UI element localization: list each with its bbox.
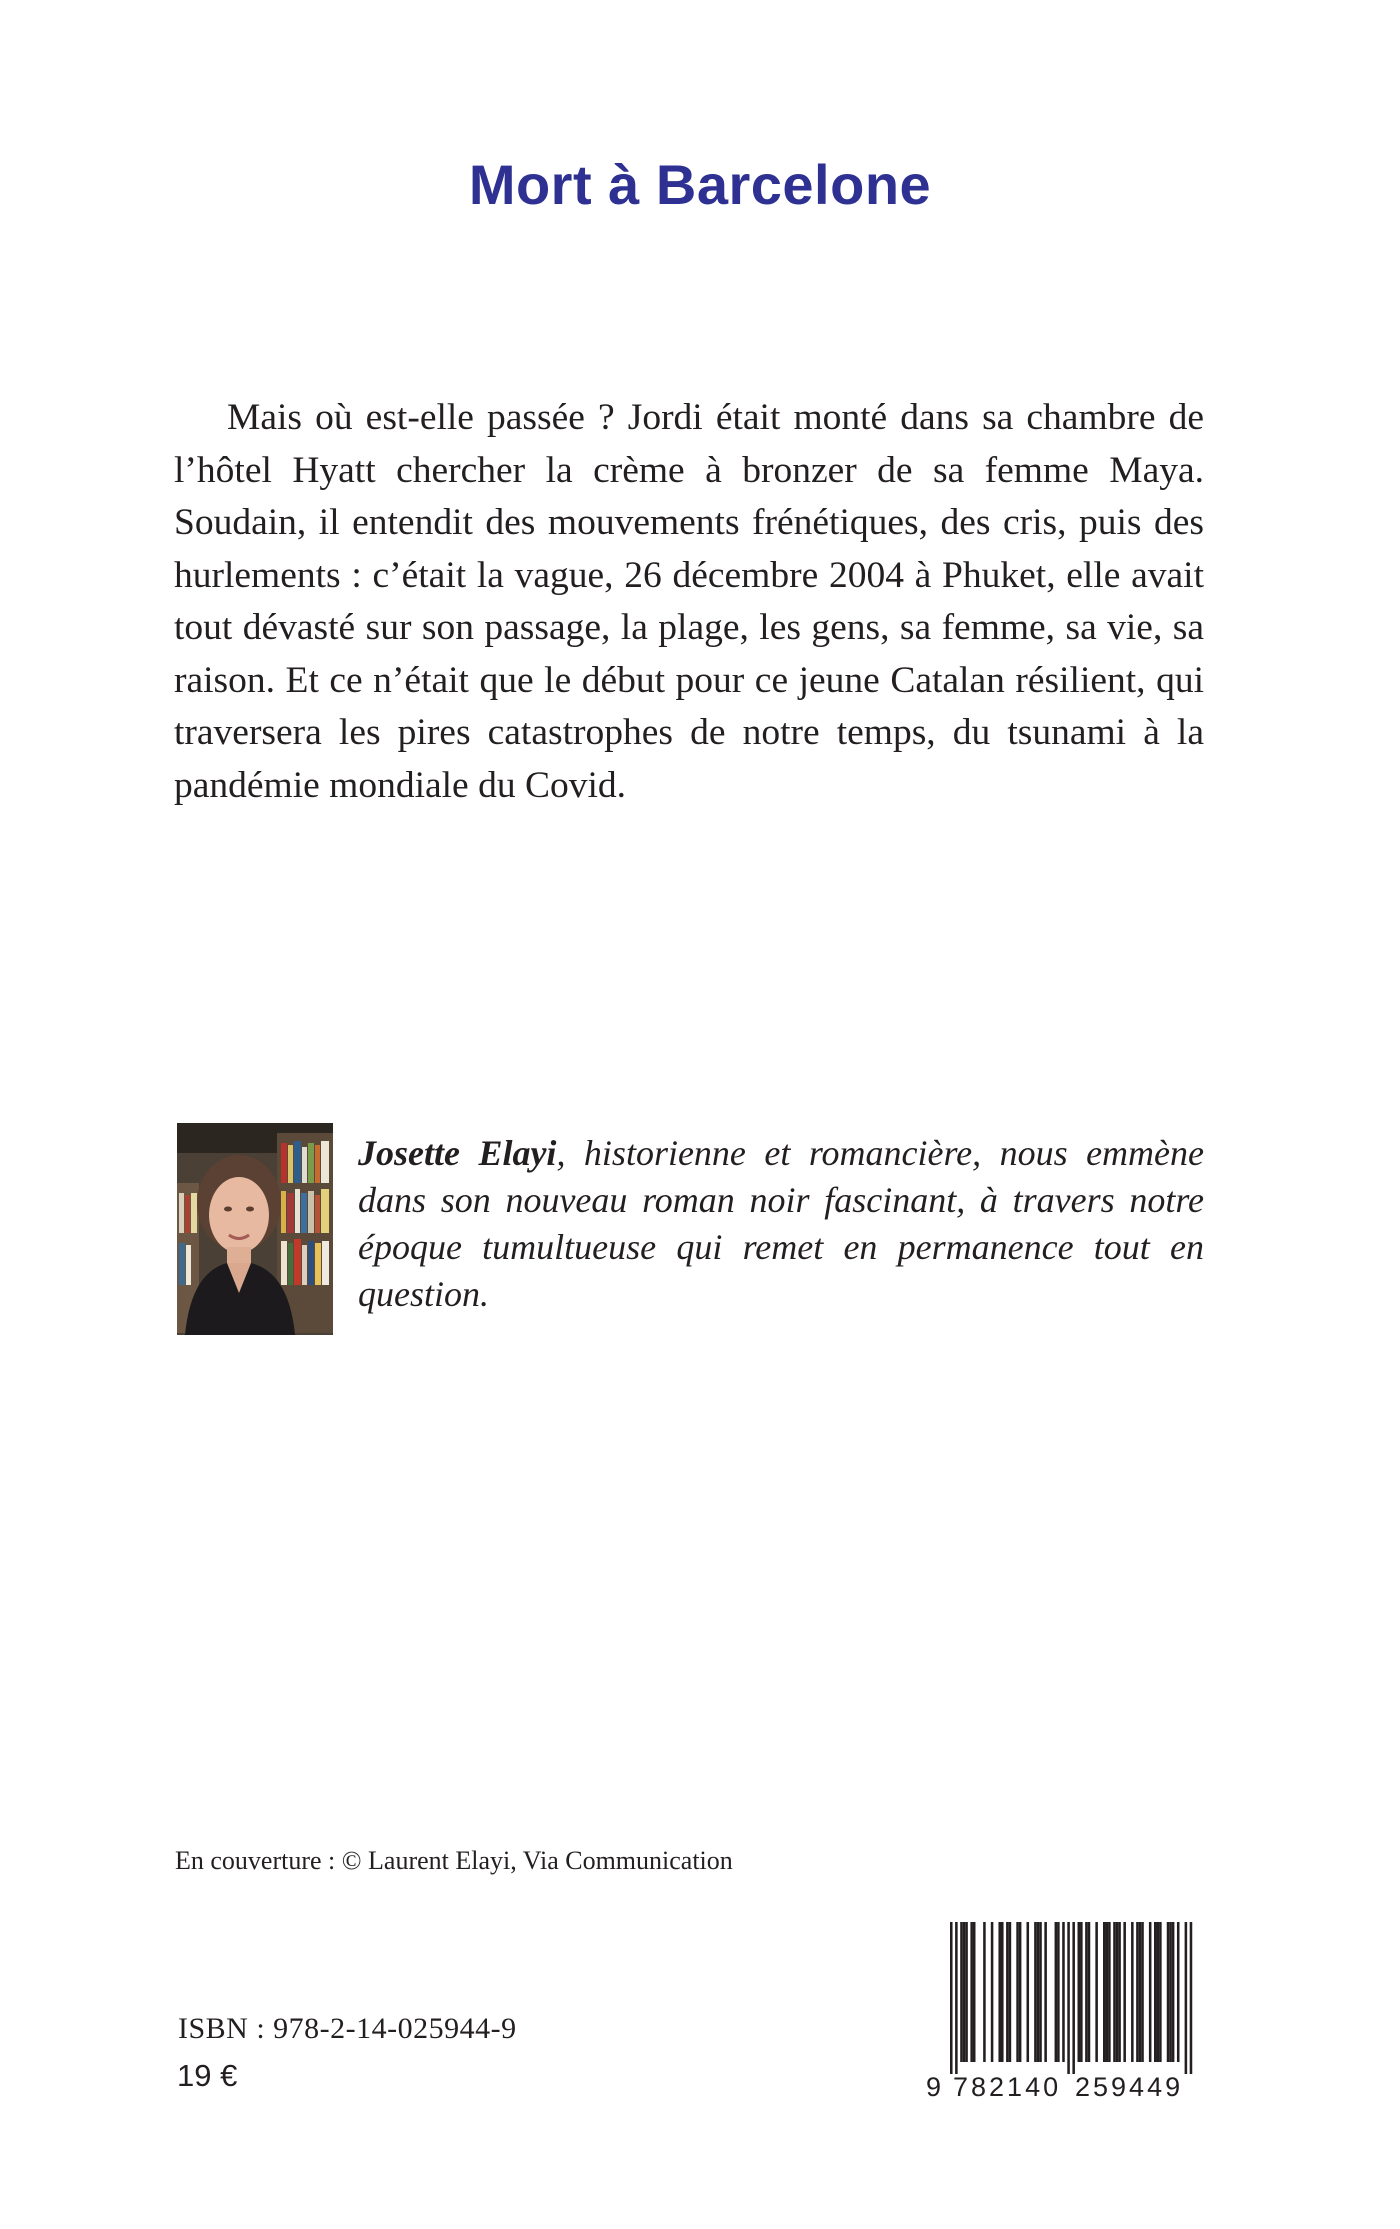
barcode-bar [965, 1922, 968, 2062]
barcode-bar [1116, 1922, 1119, 2062]
barcode-digit-first: 9 [926, 2072, 942, 2101]
barcode-bar [1019, 1922, 1022, 2062]
barcode-bar [1141, 1922, 1144, 2062]
barcode-bar [1016, 1922, 1019, 2062]
barcode-bar [973, 1922, 976, 2062]
barcode-image [920, 1918, 1210, 2101]
barcode-bar [1106, 1922, 1109, 2062]
barcode-bar [1095, 1922, 1098, 2062]
barcode-bar [1055, 1922, 1058, 2062]
barcode-bar [983, 1922, 986, 2062]
barcode-bar [1131, 1922, 1134, 2062]
barcode-bar [1185, 1922, 1188, 2074]
barcode-bar [1039, 1922, 1042, 2062]
barcode-bar [1118, 1922, 1121, 2062]
barcode-bar [991, 1922, 994, 2062]
author-portrait-image [177, 1123, 333, 1335]
author-bio [358, 1130, 1204, 1318]
barcode-bar [1103, 1922, 1106, 2062]
author-name: Josette Elayi [358, 1133, 557, 1173]
barcode-bar [1027, 1922, 1030, 2062]
barcode-digits-left: 782140 [953, 2072, 1062, 2101]
barcode-digits-right: 259449 [1075, 2072, 1184, 2101]
barcode-bar [1057, 1922, 1060, 2062]
barcode-bar [1088, 1922, 1091, 2062]
barcode-bar [998, 1922, 1001, 2062]
barcode-bar [950, 1922, 953, 2074]
barcode-bar [1108, 1922, 1111, 2062]
barcode-bar [955, 1922, 958, 2074]
barcode-bar [1001, 1922, 1004, 2062]
barcode-bar [1123, 1922, 1126, 2062]
author-description: , historienne et romancière, nous emmène dans son nouveau roman noir fascinant, à travers notre époque tumultueuse qui remet en permanence tout en question. [358, 1133, 1205, 1314]
barcode-bars [950, 1922, 1192, 2074]
barcode-bar [1062, 1922, 1065, 2062]
barcode-bar [963, 1922, 966, 2062]
book-title: Mort à Barcelone [468, 153, 932, 216]
barcode-bar [1136, 1922, 1139, 2062]
barcode-bar [1072, 1922, 1075, 2074]
barcode-bar [1006, 1922, 1009, 2062]
author-photo [177, 1123, 333, 1335]
cover-credit: En couverture : © Laurent Elayi, Via Communication [175, 1846, 733, 1875]
barcode-bar [1037, 1922, 1040, 2062]
barcode-bar [1169, 1922, 1172, 2062]
barcode-bar [1085, 1922, 1088, 2062]
barcode-bar [1167, 1922, 1170, 2062]
barcode-bar [1044, 1922, 1047, 2062]
barcode-bar [1009, 1922, 1012, 2062]
barcode-bar [960, 1922, 963, 2062]
barcode-bar [1080, 1922, 1083, 2062]
barcode-bar [1157, 1922, 1160, 2062]
barcode-bar [1177, 1922, 1180, 2062]
barcode-bar [1190, 1922, 1193, 2074]
barcode-bar [1149, 1922, 1152, 2062]
barcode-bar [1159, 1922, 1162, 2062]
barcode-bar [1113, 1922, 1116, 2062]
price: 19 € [177, 2058, 238, 2093]
barcode-bar [970, 1922, 973, 2062]
isbn: ISBN : 978-2-14-025944-9 [178, 2012, 517, 2045]
back-cover-blurb: Mais où est-elle passée ? Jordi était monté dans sa chambre de l’hôtel Hyatt chercher la crème à bronzer de sa femme Maya. Soudain, il entendit des mouvements frénétiques, des cris, puis des hurlements : c’était la vague, 26 décembre 2004 à Phuket, elle avait tout dévasté sur son passage, la plage, les gens, sa femme, sa vie, sa raison. Et ce n’était que le début pour ce jeune Catalan résilient, qui traversera les pires catastrophes de notre temps, du tsunami à la pandémie mondiale du Covid. [174, 397, 1204, 806]
barcode-bar [1172, 1922, 1175, 2062]
barcode-bar [1139, 1922, 1142, 2062]
barcode-bar [1154, 1922, 1157, 2062]
barcode-bar [1078, 1922, 1081, 2062]
barcode [920, 1918, 1210, 2101]
barcode-bar [1067, 1922, 1070, 2074]
barcode-bar [1034, 1922, 1037, 2062]
